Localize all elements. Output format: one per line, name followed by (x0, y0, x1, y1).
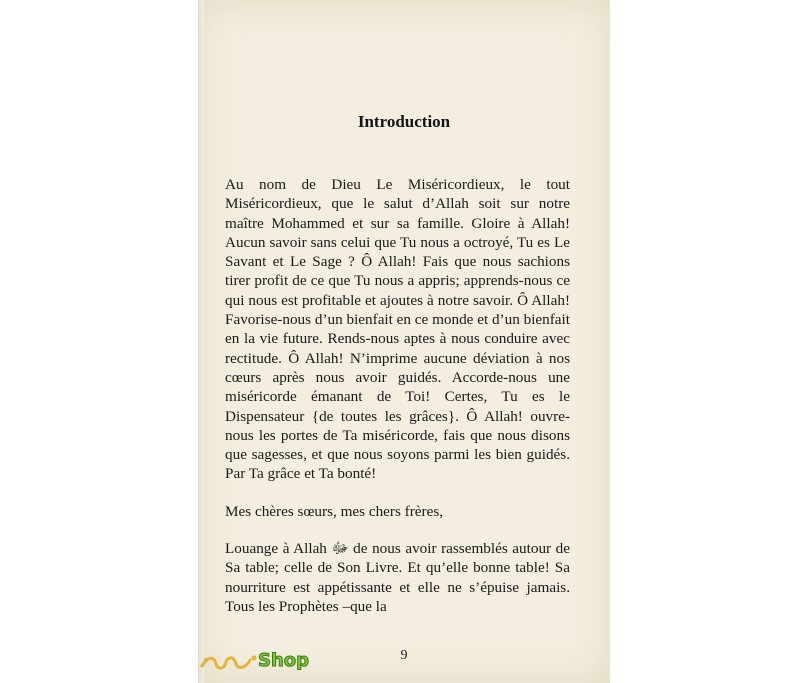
swirl-logo-icon (200, 652, 260, 674)
book-page (198, 0, 610, 683)
body-text (225, 175, 570, 634)
shop-logo-text: Shop (258, 650, 310, 671)
page-number: 9 (400, 648, 408, 663)
page-edge (198, 0, 204, 683)
paragraph: Mes chères sœurs, mes chers frères, (225, 502, 444, 520)
paragraph: Louange à Allah ﷻ de nous avoir rassemblés autour de Sa table; celle de Son Livre. Et qu’elle bonne table! Sa nourriture est appétissante et elle ne s’épuise jamais. Tous les Prophètes –que la (225, 540, 570, 615)
paragraph: Au nom de Dieu Le Miséricordieux, le tout Miséricordieux, que le salut d’Allah soit sur notre maître Mohammed et sur sa famille. Gloire à Allah! Aucun savoir sans celui que Tu nous a octroyé, Tu es Le Savant et Le Sage ? Ô Allah! Fais que nous sachions tirer profit de ce que Tu nous a appris; apprends-nous ce qui nous est profitable et ajoutes à notre savoir. Ô Allah! Favorise-nous d’un bienfait en ce monde et d’un bienfait en la vie future. Rends-nous aptes à nous conduire avec rectitude. Ô Allah! N’imprime aucune déviation à nos cœurs après nous avoir guidés. Accorde-nous une miséricorde émanant de Toi! Certes, Tu es le Dispensateur {de toutes les grâces}. Ô Allah! ouvre-nous les portes de Ta miséricorde, fais que nous disons que sagesses, et que nous soyons parmi les bien guidés. Par Ta grâce et Ta bonté! (225, 176, 570, 483)
shop-logo (200, 648, 320, 678)
page-title: Introduction (357, 112, 451, 131)
